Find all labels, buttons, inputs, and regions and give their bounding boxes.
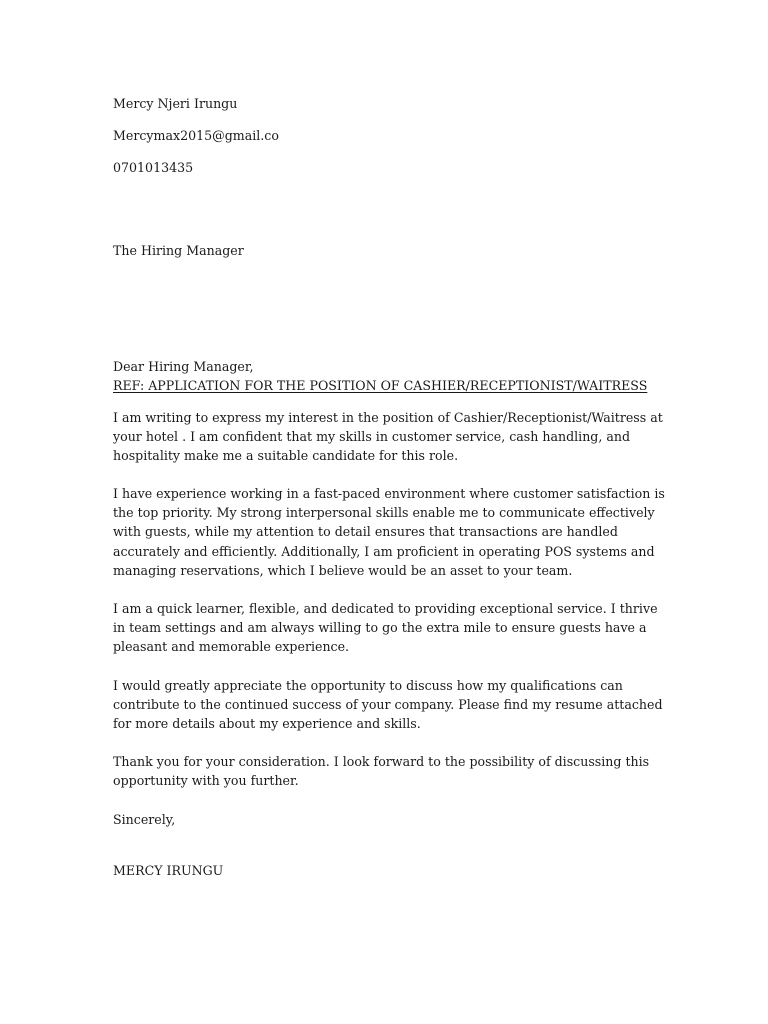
body-paragraph-4: I would greatly appreciate the opportunity to discuss how my qualifications can contribute to the continued success of your company. Please find my resume attached for more details about my experience and skills.: [113, 678, 663, 732]
reference-line: REF: APPLICATION FOR THE POSITION OF CASHIER/RECEPTIONIST/WAITRESS: [113, 378, 648, 393]
sender-email: Mercymax2015@gmail.co: [113, 128, 279, 143]
body-paragraph-1: I am writing to express my interest in the position of Cashier/Receptionist/Waitress at your hotel . I am confident that my skills in customer service, cash handling, and hospitality make me a suitable candidate for this role.: [113, 410, 663, 464]
salutation: Dear Hiring Manager,: [113, 359, 254, 374]
body-paragraph-3: I am a quick learner, flexible, and dedicated to providing exceptional service. I thrive in team settings and am always willing to go the extra mile to ensure guests have a pleasant and memorable experience.: [113, 601, 658, 655]
recipient: The Hiring Manager: [113, 243, 244, 258]
body-paragraph-2: I have experience working in a fast-paced environment where customer satisfaction is the top priority. My strong interpersonal skills enable me to communicate effectively with guests, while my attention to detail ensures that transactions are handled accurately and efficiently. Additionally, I am proficient in operating POS systems and managing reservations, which I believe would be an asset to your team.: [113, 486, 665, 578]
sender-name: Mercy Njeri Irungu: [113, 96, 238, 111]
body-paragraph-5: Thank you for your consideration. I look forward to the possibility of discussing this opportunity with you further.: [113, 754, 650, 789]
sender-phone: 0701013435: [113, 160, 194, 175]
closing: Sincerely,: [113, 812, 176, 827]
signature: MERCY IRUNGU: [113, 863, 224, 878]
